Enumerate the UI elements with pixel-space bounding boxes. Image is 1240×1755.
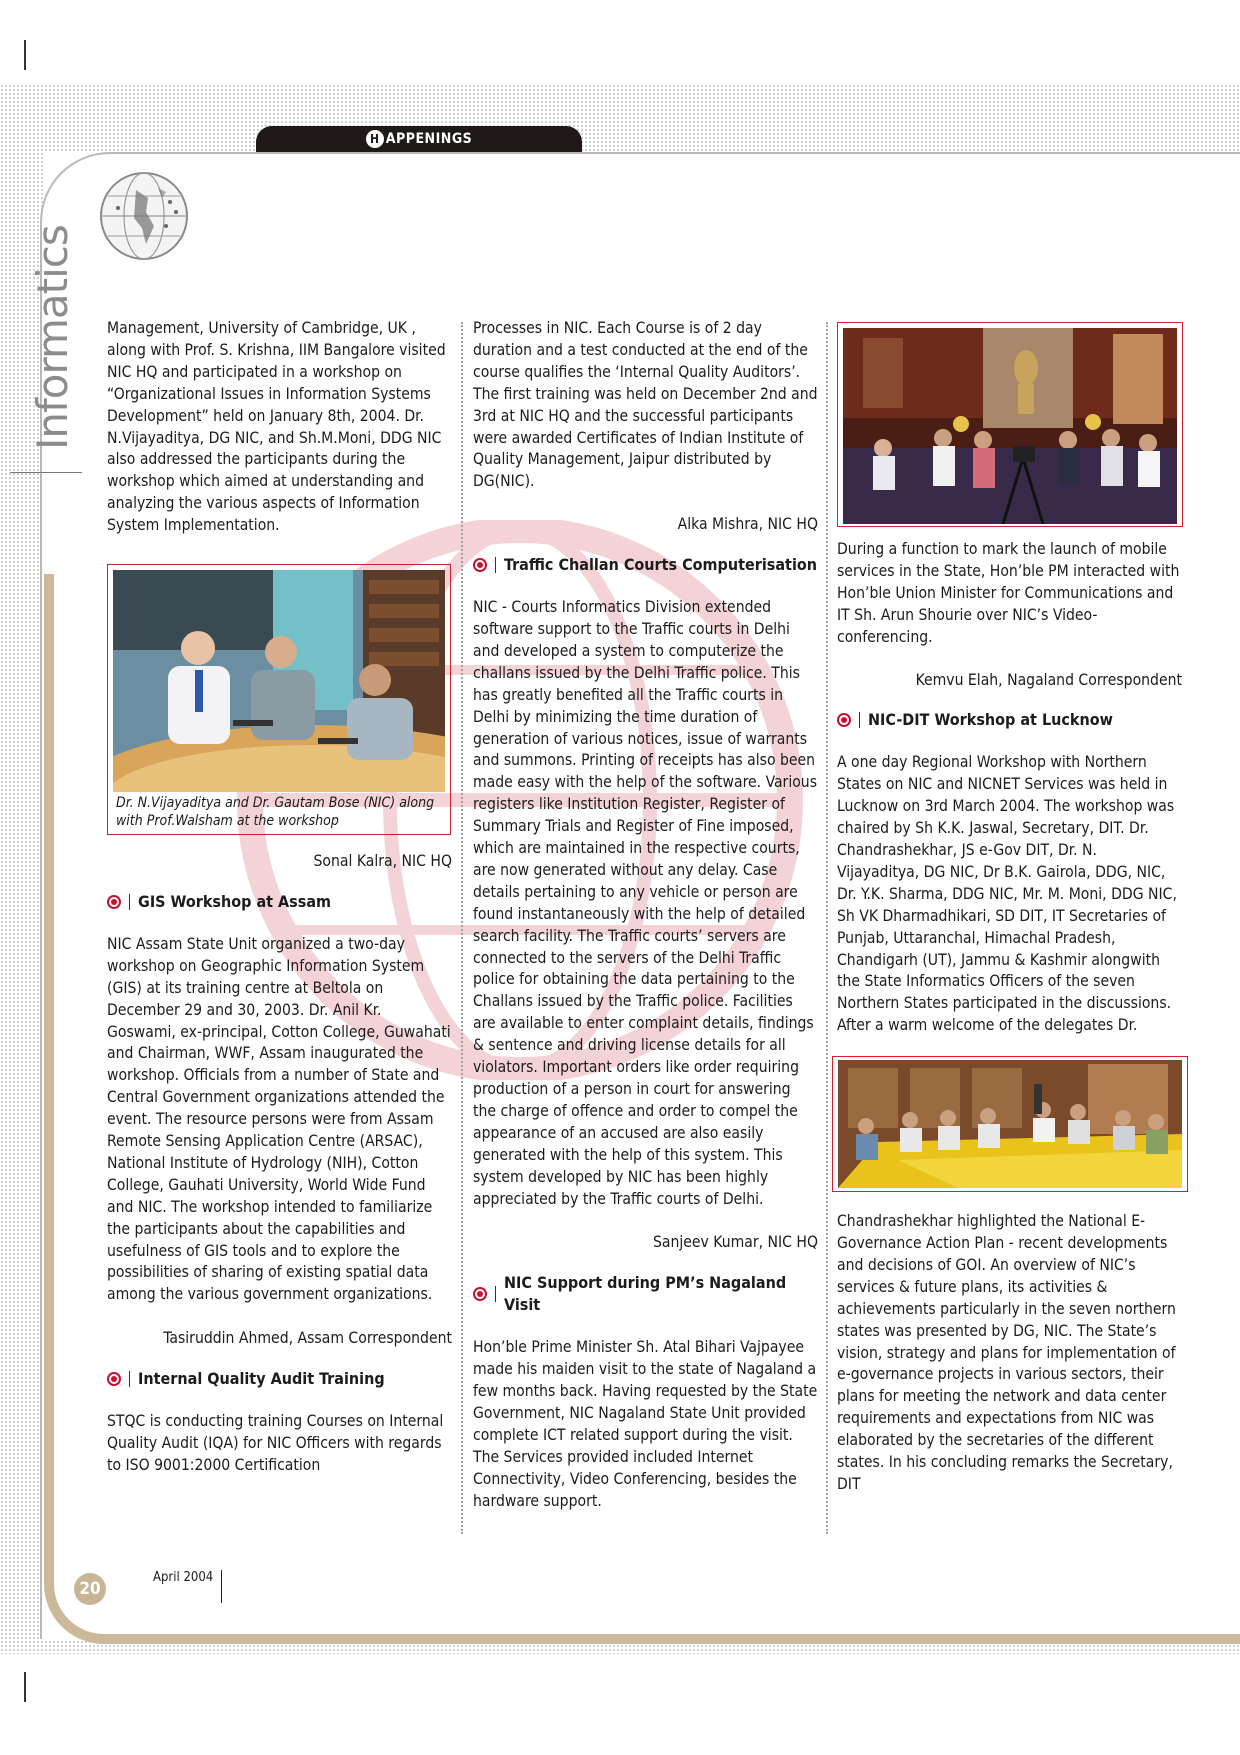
- section-badge: H: [366, 130, 384, 148]
- byline: Sanjeev Kumar, NIC HQ: [652, 1233, 818, 1252]
- page-number-badge: 20: [74, 1573, 106, 1605]
- globe-logo-icon: [96, 168, 192, 264]
- section-heading-iqa: [107, 1368, 452, 1390]
- article-paragraph: Management, University of Cambridge, UK , along with Prof. S. Krishna, IIM Bangalore visited NIC HQ and participated in a workshop on “Organizational Issues in Information Systems Development” held on January 8th, 2004. Dr. N.Vijayaditya, DG NIC, and Sh.M.Moni, DDG NIC also addressed the participants during the workshop which aimed at understanding and analyzing the various aspects of Information System Implementation.: [107, 319, 446, 535]
- red-bullet-icon: [107, 1372, 121, 1386]
- section-title: APPENINGS: [385, 131, 473, 147]
- section-heading-gis: [107, 891, 452, 913]
- byline: Sonal Kalra, NIC HQ: [313, 852, 452, 871]
- heading-text: GIS Workshop at Assam: [138, 891, 332, 911]
- article-paragraph: NIC Assam State Unit organized a two-day workshop on Geographic Information System (GIS) at its training centre at Beltola on December 29 and 30, 2003. Dr. Anil Kr. Goswami, ex-principal, Cotton College, Guwahati and Chairman, WWF, Assam inaugurated the workshop. Officials from a number of State and Central Government organizations attended the event. The resource persons were from Assam Remote Sensing Application Centre (ARSAC), National Institute of Hydrology (NIH), Cotton College, Gauhati University, World Wide Fund and NIC. The workshop intended to familiarize the participants about the capabilities and usefulness of GIS tools and to explore the possibilities of sharing of existing spatial data among the various government organizations.: [107, 934, 451, 1304]
- crop-mark-top: [24, 40, 26, 70]
- article-paragraph: NIC - Courts Informatics Division extended software support to the Traffic courts in Delhi and developed a system to computerize the challans issued by the Delhi Traffic police. This has greatly benefited all the Traffic courts in Delhi by minimizing the time duration of generation of various notices, issue of warrants and summons. Printing of receipts has also been made easy with the help of the software. Various registers like Institution Register, Register of Summary Trials and Register of Fine imposed, which are maintained in the respective courts, are now generated without any delay. Case details pertaining to any vehicle or person are found instantaneously with the help of detailed search facility. The Traffic courts’ servers are connected to the servers of the Delhi Traffic police for obtaining the data pertaining to the Challans issued by the Traffic police. Facilities are available to enter complaint details, findings & sentence and driving license details for all violators. Important orders like order requiring production of a person in court for answering the charge of offence and order to compel the appearance of an accused are also easily generated with the help of this system. This system developed by NIC has been highly appreciated by the Traffic courts of Delhi.: [473, 598, 817, 1208]
- column-1: [107, 318, 452, 1477]
- pm-function-photo-frame: [837, 322, 1183, 527]
- heading-bar: [495, 557, 496, 573]
- red-bullet-icon: [473, 558, 487, 572]
- red-bullet-icon: [473, 1287, 487, 1301]
- red-bullet-icon: [837, 713, 851, 727]
- section-header-tab: [256, 126, 582, 152]
- article-paragraph: STQC is conducting training Courses on Internal Quality Audit (IQA) for NIC Officers with regards to ISO 9001:2000 Certification: [107, 1412, 444, 1474]
- lucknow-workshop-photo-frame: [832, 1056, 1188, 1192]
- article-paragraph: Processes in NIC. Each Course is of 2 day duration and a test conducted at the end of the course qualifies the ‘Internal Quality Auditors’. The first training was held on December 2nd and 3rd at NIC HQ and the successful participants were awarded Certificates of Indian Institute of Quality Management, Jaipur distributed by DG(NIC).: [473, 319, 818, 491]
- column-2: [473, 318, 818, 1512]
- lucknow-workshop-photo: [838, 1060, 1182, 1188]
- pm-function-photo: [843, 328, 1177, 524]
- heading-text: Internal Quality Audit Training: [138, 1369, 385, 1389]
- column-3: [837, 318, 1182, 1496]
- column-separator: [461, 322, 463, 1534]
- section-heading-traffic: [473, 554, 818, 576]
- crop-mark-bottom: [24, 1672, 26, 1702]
- article-paragraph: After a warm welcome of the delegates Dr.: [837, 1016, 1138, 1035]
- side-magazine-label: Informatics: [28, 225, 77, 450]
- byline: Tasiruddin Ahmed, Assam Correspondent: [163, 1329, 452, 1348]
- side-rule: [10, 472, 82, 473]
- section-heading-pm-visit: [473, 1272, 818, 1316]
- heading-bar: [129, 894, 130, 910]
- heading-bar: [495, 1286, 496, 1302]
- photo-caption: Dr. N.Vijayaditya and Dr. Gautam Bose (NIC) along with Prof.Walsham at the workshop: [116, 795, 435, 830]
- heading-text: NIC-DIT Workshop at Lucknow: [868, 710, 1113, 730]
- article-paragraph: Chandrashekhar highlighted the National E-Governance Action Plan - recent developments and decisions of GOI. An overview of NIC’s services & future plans, its activities & achievements particularly in the seven northern states was presented by DG, NIC. The State’s vision, strategy and plans for implementation of e-governance projects in various sectors, their plans for meeting the network and data center requirements and expectations from NIC was elaborated by the secretaries of the different states. In his concluding remarks the Secretary, DIT: [837, 1212, 1176, 1493]
- heading-text: NIC Support during PM’s Nagaland Visit: [504, 1273, 787, 1315]
- issue-date: April 2004: [153, 1570, 222, 1603]
- heading-text: Traffic Challan Courts Computerisation: [504, 555, 818, 575]
- heading-bar: [859, 712, 860, 728]
- article-paragraph: Hon’ble Prime Minister Sh. Atal Bihari Vajpayee made his maiden visit to the state of Nagaland a few months back. Having requested by the State Government, NIC Nagaland State Unit provided complete ICT related support during the visit. The Services provided included Internet Connectivity, Video Conferencing, besides the hardware support.: [473, 1338, 818, 1510]
- byline: Alka Mishra, NIC HQ: [677, 515, 818, 534]
- section-heading-dit: [837, 709, 1182, 731]
- heading-bar: [129, 1371, 130, 1387]
- article-paragraph: During a function to mark the launch of mobile services in the State, Hon’ble PM interacted with Hon’ble Union Minister for Communications and IT Sh. Arun Shourie over NIC’s Video-conferencing.: [837, 540, 1180, 646]
- dot-band-top: [0, 84, 1240, 152]
- workshop-photo: [113, 570, 445, 792]
- article-paragraph: A one day Regional Workshop with Northern States on NIC and NICNET Services was held in Lucknow on 3rd March 2004. The workshop was chaired by Sh K.K. Jaswal, Secretary, DIT. Dr. Chandrashekhar, JS e-Gov DIT, Dr. N. Vijayaditya, DG NIC, Dr B.K. Gairola, DDG, NIC, Dr. Y.K. Sharma, DDG NIC, Mr. M. Moni, DDG NIC, Sh VK Dharmadhikari, SD DIT, IT Secretaries of Punjab, Uttaranchal, Himachal Pradesh, Chandigarh (UT), Jammu & Kashmir alongwith the State Informatics Officers of the seven Northern States participated in the discussions.: [837, 753, 1177, 1013]
- workshop-photo-frame: [107, 564, 451, 835]
- red-bullet-icon: [107, 895, 121, 909]
- column-separator: [826, 322, 828, 1534]
- byline: Kemvu Elah, Nagaland Correspondent: [915, 670, 1182, 689]
